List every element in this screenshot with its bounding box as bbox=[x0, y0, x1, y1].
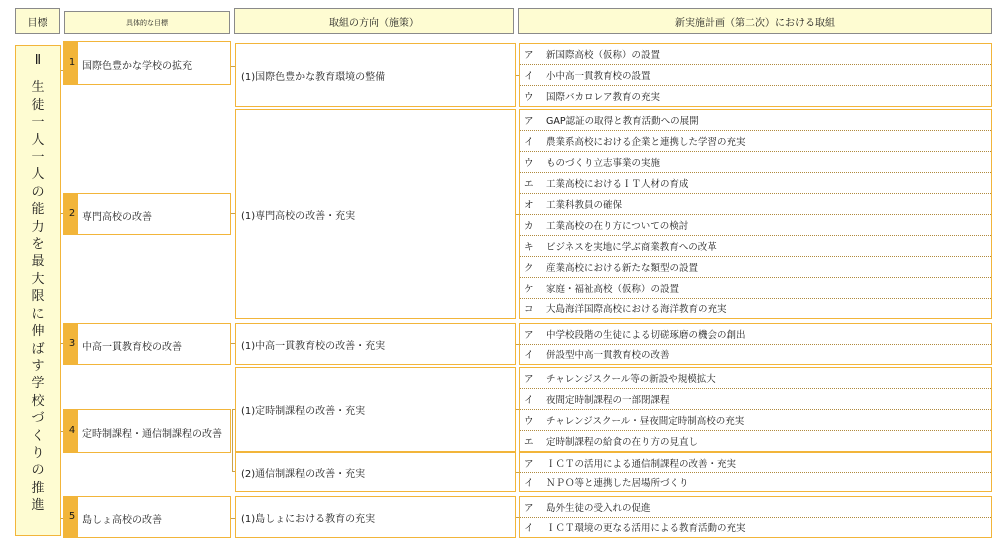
goal-char: 学 bbox=[31, 376, 45, 392]
direction-box: (1)中高一貫教育校の改善・充実 bbox=[235, 323, 516, 365]
item-letter: イ bbox=[524, 395, 534, 406]
item-text: 家庭・福祉高校（仮称）の設置 bbox=[546, 284, 680, 295]
goal-char: り bbox=[31, 445, 45, 461]
goal-char: の bbox=[31, 184, 45, 200]
direction-box: (1)島しょにおける教育の充実 bbox=[235, 496, 516, 538]
target-1 bbox=[63, 41, 231, 85]
list-item bbox=[520, 278, 991, 299]
item-text: チャレンジスクール等の新設や規模拡大 bbox=[546, 374, 716, 385]
item-letter: ア bbox=[524, 116, 534, 127]
list-item bbox=[520, 497, 991, 518]
item-letter: ア bbox=[524, 374, 534, 385]
goal-char: 推 bbox=[31, 480, 45, 496]
target-2 bbox=[63, 193, 231, 235]
item-letter: イ bbox=[524, 477, 534, 489]
goal-char: く bbox=[31, 428, 45, 444]
items-group-4 bbox=[519, 367, 992, 452]
item-letter: イ bbox=[524, 523, 534, 534]
list-item bbox=[520, 131, 991, 152]
item-letter: ク bbox=[524, 263, 534, 274]
item-text: ビジネスを実地に学ぶ商業教育への改革 bbox=[546, 242, 717, 253]
item-text: 農業系高校における企業と連携した学習の充実 bbox=[546, 137, 746, 148]
target-number: 4 bbox=[68, 425, 76, 436]
goal-char: 大 bbox=[31, 271, 45, 287]
item-text: ものづくり立志事業の実施 bbox=[546, 158, 661, 169]
item-letter: ア bbox=[524, 50, 534, 61]
item-letter: ケ bbox=[524, 284, 534, 295]
item-text: 新国際高校（仮称）の設置 bbox=[546, 50, 661, 61]
list-item bbox=[520, 410, 991, 431]
item-letter: イ bbox=[524, 350, 534, 361]
goal-char: ば bbox=[31, 341, 45, 357]
item-text: チャレンジスクール・昼夜間定時制高校の充実 bbox=[546, 416, 745, 427]
header-specific-goal: 具体的な目標 bbox=[64, 11, 230, 34]
list-item bbox=[520, 215, 991, 236]
target-number: 5 bbox=[68, 511, 76, 522]
list-item bbox=[520, 368, 991, 389]
connector bbox=[232, 409, 233, 471]
item-letter: ア bbox=[524, 503, 534, 514]
list-item bbox=[520, 324, 991, 345]
target-number: 1 bbox=[68, 57, 76, 68]
goal-char: 最 bbox=[31, 254, 45, 270]
item-text: 島外生徒の受入れの促進 bbox=[546, 503, 651, 514]
item-text: 工業高校におけるＩＴ人材の育成 bbox=[546, 179, 689, 190]
goal-char: の bbox=[31, 463, 45, 479]
goal-numeral: Ⅱ bbox=[34, 53, 42, 68]
item-text: 小中高一貫教育校の設置 bbox=[546, 71, 651, 82]
header-plan: 新実施計画（第二次）における取組 bbox=[518, 8, 992, 34]
list-item bbox=[520, 44, 991, 65]
list-item bbox=[520, 431, 991, 450]
item-text: ＩＣＴ環境の更なる活用による教育活動の充実 bbox=[546, 523, 746, 534]
target-label: 中高一貫教育校の改善 bbox=[82, 342, 182, 353]
item-text: ＩＣＴの活用による通信制課程の改善・充実 bbox=[546, 458, 737, 470]
item-text: ＮＰＯ等と連携した居場所づくり bbox=[546, 477, 689, 489]
list-item bbox=[520, 299, 991, 317]
item-text: 工業科教員の確保 bbox=[546, 200, 623, 211]
item-text: 国際バカロレア教育の充実 bbox=[546, 91, 661, 103]
item-text: 夜間定時制課程の一部閉課程 bbox=[546, 395, 670, 406]
goal-char: 生 bbox=[31, 80, 45, 96]
list-item bbox=[520, 194, 991, 215]
list-item bbox=[520, 65, 991, 86]
item-letter: ア bbox=[524, 330, 534, 341]
items-group-5 bbox=[519, 452, 992, 492]
goal-char: づ bbox=[31, 411, 45, 427]
item-letter: ウ bbox=[524, 91, 534, 103]
target-label: 国際色豊かな学校の拡充 bbox=[82, 61, 192, 72]
direction-box: (1)定時制課程の改善・充実 bbox=[235, 367, 516, 452]
item-letter: ウ bbox=[524, 158, 534, 169]
item-letter: オ bbox=[524, 200, 534, 211]
item-letter: エ bbox=[524, 436, 534, 448]
goal-char: 限 bbox=[31, 289, 45, 305]
item-text: 大島海洋国際高校における海洋教育の充実 bbox=[546, 304, 727, 315]
target-number: 3 bbox=[68, 338, 76, 349]
list-item bbox=[520, 152, 991, 173]
direction-box: (1)国際色豊かな教育環境の整備 bbox=[235, 43, 516, 107]
list-item bbox=[520, 257, 991, 278]
item-text: GAP認証の取得と教育活動への展開 bbox=[546, 116, 699, 127]
goal-char: 徒 bbox=[31, 97, 45, 113]
direction-box: (1)専門高校の改善・充実 bbox=[235, 109, 516, 319]
items-group-3 bbox=[519, 323, 992, 365]
goal-char: 進 bbox=[31, 498, 45, 514]
goal-char: 校 bbox=[31, 393, 45, 409]
item-letter: エ bbox=[524, 179, 534, 190]
target-4 bbox=[63, 409, 231, 453]
items-group-2 bbox=[519, 109, 992, 319]
item-letter: コ bbox=[524, 304, 534, 315]
item-letter: イ bbox=[524, 71, 534, 82]
item-letter: キ bbox=[524, 242, 534, 253]
goal-char: 人 bbox=[31, 167, 45, 183]
item-text: 工業高校の在り方についての検討 bbox=[546, 221, 689, 232]
items-group-1 bbox=[519, 43, 992, 107]
target-5 bbox=[63, 496, 231, 538]
direction-box: (2)通信制課程の改善・充実 bbox=[235, 452, 516, 492]
target-number: 2 bbox=[68, 208, 76, 219]
target-3 bbox=[63, 323, 231, 365]
item-text: 中学校段階の生徒による切磋琢磨の機会の創出 bbox=[546, 330, 746, 341]
list-item bbox=[520, 110, 991, 131]
goal-char: す bbox=[31, 358, 45, 374]
goal-char: 一 bbox=[31, 150, 45, 166]
item-text: 定時制課程の給食の在り方の見直し bbox=[546, 436, 699, 448]
list-item bbox=[520, 453, 991, 473]
goal-char: 能 bbox=[31, 202, 45, 218]
item-letter: カ bbox=[524, 221, 534, 232]
items-group-6 bbox=[519, 496, 992, 538]
target-label: 島しょ高校の改善 bbox=[82, 515, 162, 526]
header-direction: 取組の方向（施策） bbox=[234, 8, 514, 34]
target-label: 定時制課程・通信制課程の改善 bbox=[82, 429, 222, 440]
goal-char: 人 bbox=[31, 132, 45, 148]
item-text: 併設型中高一貫教育校の改善 bbox=[546, 350, 670, 361]
list-item bbox=[520, 173, 991, 194]
goal-box bbox=[15, 45, 61, 536]
goal-char: 力 bbox=[31, 219, 45, 235]
item-letter: ウ bbox=[524, 416, 534, 427]
item-letter: ア bbox=[524, 458, 534, 470]
goal-char: を bbox=[31, 237, 45, 253]
list-item bbox=[520, 236, 991, 257]
goal-char: 伸 bbox=[31, 324, 45, 340]
item-letter: イ bbox=[524, 137, 534, 148]
list-item bbox=[520, 345, 991, 363]
target-label: 専門高校の改善 bbox=[82, 212, 152, 223]
goal-text bbox=[16, 52, 60, 515]
list-item bbox=[520, 473, 991, 490]
list-item bbox=[520, 86, 991, 105]
list-item bbox=[520, 389, 991, 410]
list-item bbox=[520, 518, 991, 536]
goal-char: 一 bbox=[31, 115, 45, 131]
item-text: 産業高校における新たな類型の設置 bbox=[546, 263, 699, 274]
header-goal: 目標 bbox=[15, 8, 60, 34]
goal-char: に bbox=[31, 306, 45, 322]
